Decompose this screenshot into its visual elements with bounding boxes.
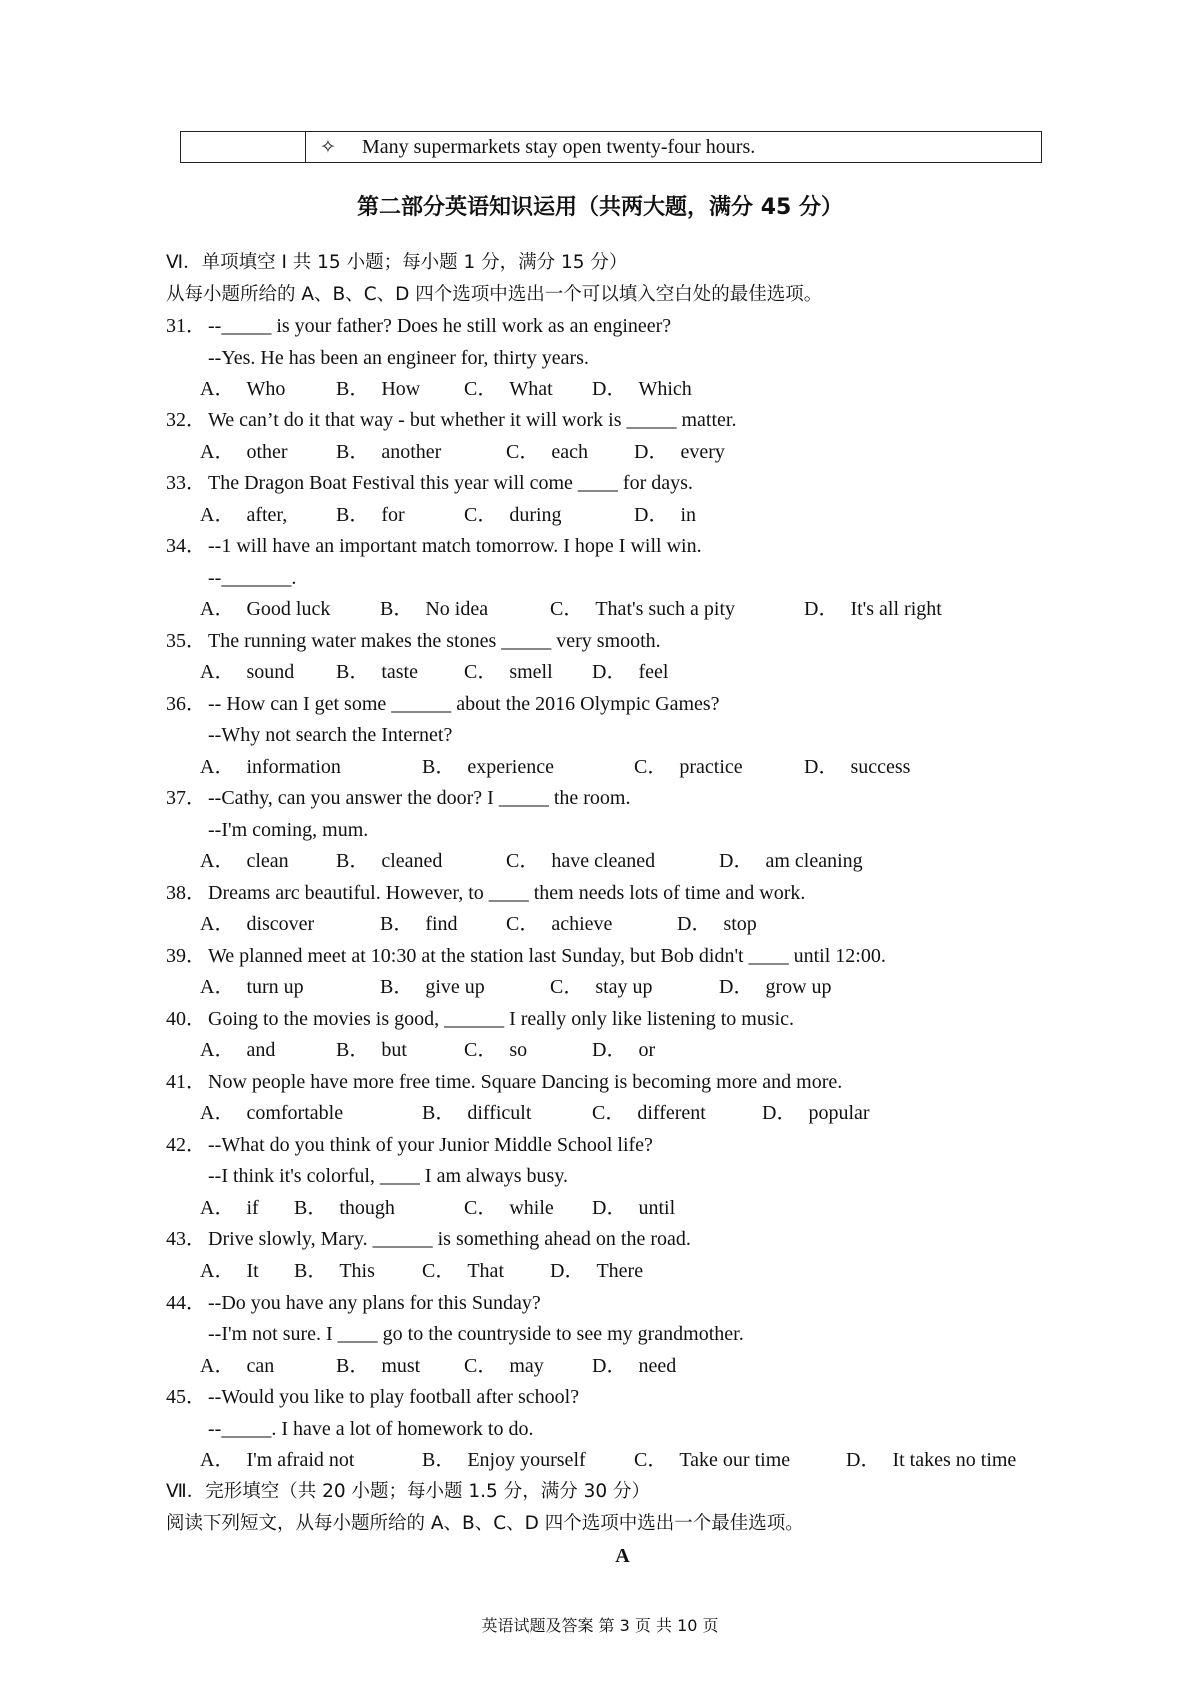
question-stem [166, 1224, 691, 1254]
option-letter: A． [200, 976, 235, 998]
option-letter: C． [464, 661, 498, 683]
question-number: 39． [166, 945, 206, 967]
options-row [0, 909, 1200, 939]
option-letter: A． [200, 504, 235, 526]
option-letter: A． [200, 913, 235, 935]
question-text: Dreams arc beautiful. However, to ____ them needs lots of time and work. [208, 882, 806, 904]
question-text: We planned meet at 10:30 at the station last Sunday, but Bob didn't ____ until 12:00. [208, 945, 886, 967]
answer-option [464, 1351, 544, 1381]
question-text: The Dragon Boat Festival this year will come ____ for days. [208, 472, 693, 494]
answer-option [200, 909, 314, 939]
answer-option [200, 437, 288, 467]
question-text: --_____ is your father? Does he still work as an engineer? [208, 315, 672, 337]
option-text: No idea [425, 598, 489, 620]
option-text: It takes no time [892, 1449, 1017, 1471]
question-text: --I'm coming, mum. [208, 819, 369, 841]
question-number: 35． [166, 630, 206, 652]
option-letter: C． [464, 378, 498, 400]
option-letter: D． [804, 756, 839, 778]
star-bullet-icon: ✧ [320, 136, 336, 158]
answer-option [380, 594, 488, 624]
option-text: smell [509, 661, 553, 683]
option-text: comfortable [246, 1102, 344, 1124]
answer-option [634, 752, 743, 782]
answer-option [762, 1098, 870, 1128]
option-text: I'm afraid not [246, 1449, 355, 1471]
option-text: Which [638, 378, 692, 400]
option-text: turn up [246, 976, 304, 998]
answer-option [336, 374, 420, 404]
option-text: during [509, 504, 562, 526]
answer-option [200, 1035, 275, 1065]
option-text: and [246, 1039, 276, 1061]
question-number: 43． [166, 1228, 206, 1250]
answer-option [336, 437, 441, 467]
option-letter: C． [464, 504, 498, 526]
answer-option [719, 972, 832, 1002]
options-row [0, 752, 1200, 782]
question-text: --Do you have any plans for this Sunday? [208, 1292, 541, 1314]
options-row [0, 1035, 1200, 1065]
question-text: --Cathy, can you answer the door? I _____ the room. [208, 787, 631, 809]
question-text: --Yes. He has been an engineer for, thirty years. [208, 347, 589, 369]
answer-option [200, 1351, 274, 1381]
option-letter: D． [592, 1197, 627, 1219]
options-row [0, 972, 1200, 1002]
option-letter: D． [846, 1449, 881, 1471]
answer-option [804, 752, 910, 782]
answer-option [506, 846, 655, 876]
option-letter: C． [506, 913, 540, 935]
options-row [0, 500, 1200, 530]
option-letter: D． [550, 1260, 585, 1282]
option-text: Good luck [246, 598, 331, 620]
question-number: 40． [166, 1008, 206, 1030]
option-letter: D． [634, 441, 669, 463]
question-stem-continuation [166, 815, 368, 845]
option-letter: D． [804, 598, 839, 620]
answer-option [200, 972, 304, 1002]
answer-option [336, 1351, 420, 1381]
question-stem-continuation [166, 720, 452, 750]
question-text: Now people have more free time. Square Dancing is becoming more and more. [208, 1071, 843, 1093]
option-text: taste [381, 661, 418, 683]
answer-option [592, 1193, 675, 1223]
answer-option [336, 1035, 407, 1065]
option-letter: B． [336, 1355, 370, 1377]
option-text: need [638, 1355, 677, 1377]
option-letter: A． [200, 378, 235, 400]
question-stem [166, 1130, 653, 1160]
question-stem [166, 689, 720, 719]
option-letter: D． [592, 661, 627, 683]
question-text: --_____. I have a lot of homework to do. [208, 1418, 534, 1440]
option-letter: B． [380, 913, 414, 935]
answer-option [200, 1256, 259, 1286]
option-letter: D． [592, 1355, 627, 1377]
answer-option [200, 594, 330, 624]
question-number: 44． [166, 1292, 206, 1314]
question-number: 41． [166, 1071, 206, 1093]
option-letter: C． [506, 850, 540, 872]
question-stem-continuation [166, 563, 296, 593]
answer-option [592, 374, 692, 404]
option-text: achieve [551, 913, 613, 935]
answer-option [200, 657, 294, 687]
answer-option [336, 846, 442, 876]
option-letter: C． [592, 1102, 626, 1124]
answer-option [804, 594, 942, 624]
answer-option [422, 1098, 531, 1128]
option-letter: B． [294, 1260, 328, 1282]
question-stem [166, 1004, 794, 1034]
options-row [0, 374, 1200, 404]
option-text: This [339, 1260, 375, 1282]
option-letter: D． [719, 976, 754, 998]
question-text: --1 will have an important match tomorrow. I hope I will win. [208, 535, 702, 557]
question-stem [166, 468, 693, 498]
question-number: 42． [166, 1134, 206, 1156]
option-text: success [850, 756, 911, 778]
answer-option [336, 500, 405, 530]
option-letter: B． [380, 976, 414, 998]
option-text: experience [467, 756, 554, 778]
option-letter: D． [677, 913, 712, 935]
option-letter: A． [200, 1355, 235, 1377]
answer-option [550, 594, 735, 624]
continued-table-row [180, 131, 1042, 163]
option-letter: C． [422, 1260, 456, 1282]
question-number: 45． [166, 1386, 206, 1408]
option-text: It's all right [850, 598, 942, 620]
question-stem [166, 1288, 541, 1318]
question-text: --Why not search the Internet? [208, 724, 453, 746]
answer-option [634, 1445, 790, 1475]
option-letter: A． [200, 1260, 235, 1282]
question-stem [166, 1382, 579, 1412]
option-text: find [425, 913, 458, 935]
option-letter: C． [550, 598, 584, 620]
option-letter: B． [336, 850, 370, 872]
answer-option [380, 972, 485, 1002]
answer-option [200, 752, 341, 782]
answer-option [200, 1193, 259, 1223]
option-text: in [680, 504, 697, 526]
option-text: or [638, 1039, 656, 1061]
answer-option [592, 1098, 706, 1128]
option-text: information [246, 756, 341, 778]
option-letter: D． [592, 378, 627, 400]
answer-option [634, 437, 725, 467]
answer-option [200, 1445, 354, 1475]
question-stem [166, 311, 671, 341]
option-letter: B． [422, 1102, 456, 1124]
question-number: 37． [166, 787, 206, 809]
option-text: That's such a pity [595, 598, 736, 620]
question-text: We can’t do it that way - but whether it will work is _____ matter. [208, 409, 737, 431]
table-row-text: Many supermarkets stay open twenty-four hours. [362, 135, 756, 158]
option-letter: A． [200, 441, 235, 463]
table-text-cell [306, 132, 1041, 162]
option-text: if [246, 1197, 259, 1219]
section-6-title: Ⅵ．单项填空 I 共 15 小题；每小题 1 分，满分 15 分） [166, 252, 628, 273]
option-text: It [246, 1260, 259, 1282]
option-text: every [680, 441, 725, 463]
answer-option [200, 846, 289, 876]
option-text: different [637, 1102, 706, 1124]
option-text: may [509, 1355, 544, 1377]
option-text: until [638, 1197, 676, 1219]
option-text: but [381, 1039, 407, 1061]
answer-option [200, 500, 287, 530]
option-text: can [246, 1355, 275, 1377]
question-number: 31． [166, 315, 206, 337]
option-letter: B． [294, 1197, 328, 1219]
answer-option [464, 1035, 527, 1065]
answer-option [200, 374, 285, 404]
option-text: give up [425, 976, 485, 998]
option-letter: A． [200, 1449, 235, 1471]
question-stem [166, 405, 736, 435]
question-text: --_______. [208, 567, 297, 589]
option-letter: A． [200, 1197, 235, 1219]
option-text: while [509, 1197, 554, 1219]
options-row [0, 1098, 1200, 1128]
answer-option [592, 1351, 676, 1381]
option-text: discover [246, 913, 315, 935]
answer-option [294, 1256, 375, 1286]
options-row [0, 1193, 1200, 1223]
question-text: Going to the movies is good, ______ I really only like listening to music. [208, 1008, 795, 1030]
option-text: have cleaned [551, 850, 656, 872]
option-letter: B． [380, 598, 414, 620]
option-text: grow up [765, 976, 832, 998]
option-letter: B． [336, 378, 370, 400]
question-stem [166, 878, 805, 908]
option-letter: B． [422, 756, 456, 778]
answer-option [719, 846, 863, 876]
question-stem [166, 783, 630, 813]
answer-option [506, 437, 588, 467]
answer-option [506, 909, 612, 939]
option-letter: D． [762, 1102, 797, 1124]
question-number: 38． [166, 882, 206, 904]
part-title: 第二部分英语知识运用（共两大题，满分 45 分） [357, 195, 843, 220]
option-letter: C． [464, 1197, 498, 1219]
option-text: other [246, 441, 288, 463]
answer-option [550, 972, 653, 1002]
option-text: Who [246, 378, 286, 400]
section-7-title: Ⅶ．完形填空（共 20 小题；每小题 1.5 分，满分 30 分） [166, 1481, 651, 1502]
question-stem-continuation [166, 1319, 744, 1349]
option-text: How [381, 378, 421, 400]
question-stem [166, 531, 702, 561]
question-text: --I think it's colorful, ____ I am always busy. [208, 1165, 569, 1187]
option-text: stop [723, 913, 757, 935]
question-text: -- How can I get some ______ about the 2016 Olympic Games? [208, 693, 720, 715]
option-letter: A． [200, 598, 235, 620]
page-footer: 英语试题及答案 第 3 页 共 10 页 [481, 1616, 719, 1635]
answer-option [422, 752, 554, 782]
answer-option [592, 1035, 655, 1065]
option-text: There [596, 1260, 644, 1282]
option-letter: A． [200, 1102, 235, 1124]
question-text: --What do you think of your Junior Middle School life? [208, 1134, 653, 1156]
option-text: another [381, 441, 442, 463]
option-letter: C． [634, 756, 668, 778]
option-text: What [509, 378, 553, 400]
answer-option [422, 1445, 586, 1475]
answer-option [380, 909, 458, 939]
option-text: must [381, 1355, 421, 1377]
option-text: Enjoy yourself [467, 1449, 586, 1471]
option-letter: C． [464, 1039, 498, 1061]
question-text: --Would you like to play football after school? [208, 1386, 580, 1408]
option-text: cleaned [381, 850, 443, 872]
option-text: though [339, 1197, 395, 1219]
options-row [0, 1256, 1200, 1286]
option-letter: B． [422, 1449, 456, 1471]
option-letter: A． [200, 1039, 235, 1061]
answer-option [592, 657, 668, 687]
options-row [0, 1351, 1200, 1381]
option-letter: D． [719, 850, 754, 872]
option-letter: C． [634, 1449, 668, 1471]
option-letter: D． [634, 504, 669, 526]
question-stem-continuation [166, 343, 589, 373]
question-number: 34． [166, 535, 206, 557]
options-row [0, 657, 1200, 687]
option-text: sound [246, 661, 295, 683]
question-text: Drive slowly, Mary. ______ is something ahead on the road. [208, 1228, 691, 1250]
question-text: The running water makes the stones _____ very smooth. [208, 630, 661, 652]
table-empty-cell [181, 132, 306, 162]
answer-option [336, 657, 418, 687]
option-text: so [509, 1039, 528, 1061]
option-letter: B． [336, 661, 370, 683]
passage-label: A [615, 1545, 630, 1567]
options-row [0, 437, 1200, 467]
options-row [0, 846, 1200, 876]
question-stem [166, 941, 886, 971]
option-text: feel [638, 661, 669, 683]
option-letter: C． [464, 1355, 498, 1377]
option-letter: B． [336, 1039, 370, 1061]
question-stem [166, 626, 661, 656]
option-text: stay up [595, 976, 653, 998]
answer-option [464, 500, 562, 530]
option-text: for [381, 504, 405, 526]
question-number: 36． [166, 693, 206, 715]
answer-option [464, 374, 553, 404]
option-letter: A． [200, 661, 235, 683]
question-text: --I'm not sure. I ____ go to the countryside to see my grandmother. [208, 1323, 744, 1345]
answer-option [422, 1256, 504, 1286]
options-row [0, 594, 1200, 624]
question-stem [166, 1067, 842, 1097]
question-number: 33． [166, 472, 206, 494]
section-6-instruction: 从每小题所给的 A、B、C、D 四个选项中选出一个可以填入空白处的最佳选项。 [166, 284, 823, 305]
option-text: difficult [467, 1102, 532, 1124]
answer-option [294, 1193, 395, 1223]
option-letter: C． [506, 441, 540, 463]
answer-option [846, 1445, 1016, 1475]
option-letter: C． [550, 976, 584, 998]
question-stem-continuation [166, 1161, 568, 1191]
option-letter: A． [200, 756, 235, 778]
option-text: each [551, 441, 588, 463]
answer-option [550, 1256, 643, 1286]
options-row [0, 1445, 1200, 1475]
option-letter: A． [200, 850, 235, 872]
option-text: clean [246, 850, 289, 872]
option-letter: B． [336, 441, 370, 463]
answer-option [200, 1098, 343, 1128]
section-7-instruction: 阅读下列短文，从每小题所给的 A、B、C、D 四个选项中选出一个最佳选项。 [166, 1513, 804, 1534]
answer-option [634, 500, 696, 530]
question-stem-continuation [166, 1414, 533, 1444]
question-number: 32． [166, 409, 206, 431]
option-text: am cleaning [765, 850, 863, 872]
answer-option [464, 1193, 554, 1223]
option-letter: D． [592, 1039, 627, 1061]
answer-option [464, 657, 553, 687]
answer-option [677, 909, 757, 939]
option-text: popular [808, 1102, 870, 1124]
option-text: That [467, 1260, 504, 1282]
option-letter: B． [336, 504, 370, 526]
option-text: after, [246, 504, 288, 526]
option-text: practice [679, 756, 743, 778]
option-text: Take our time [679, 1449, 791, 1471]
